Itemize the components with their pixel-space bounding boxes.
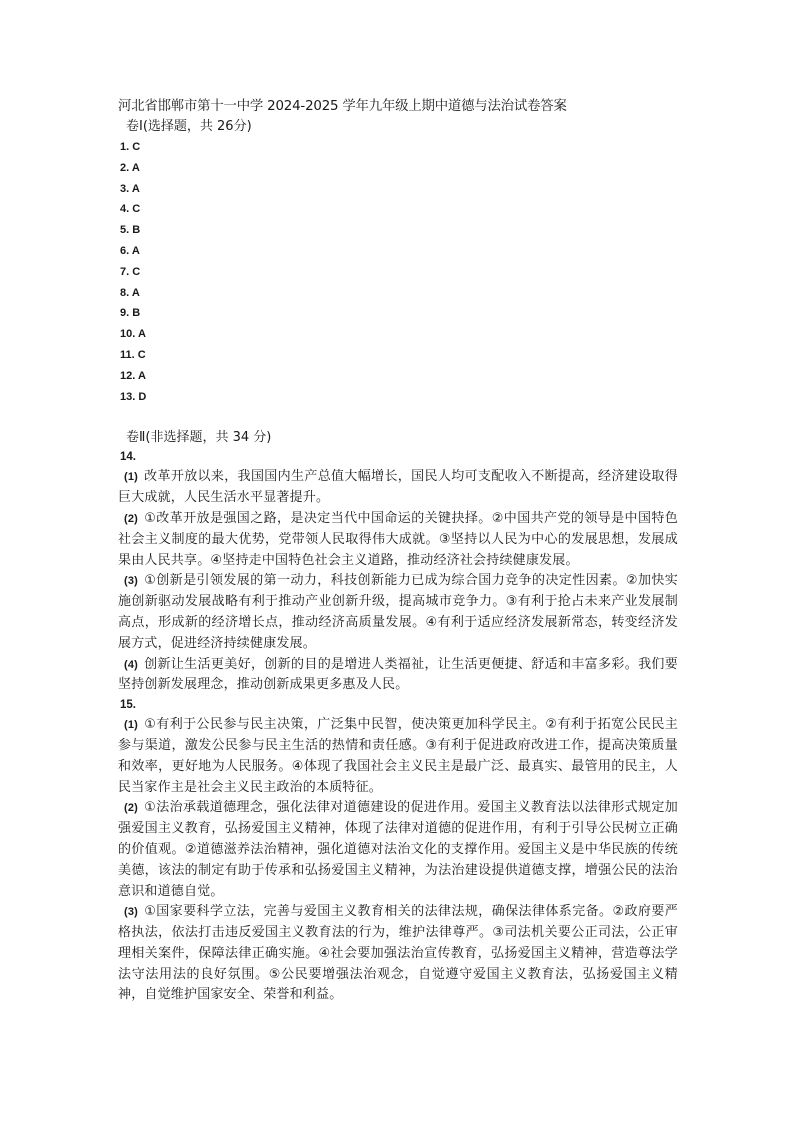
answer-text: ①改革开放是强国之路，是决定当代中国命运的关键抉择。②中国共产党的领导是中国特色社会主义制度的最大优势，党带领人民取得伟大成就。③坚持以人民为中心的发展思想，发展成果由人民共享。④坚持走中国特色社会主义道路，推动经济社会持续健康发展。: [118, 510, 678, 568]
spacer: [118, 407, 678, 428]
answer-text: 创新让生活更美好，创新的目的是增进人类福祉，让生活更便捷、舒适和丰富多彩。我们要坚持创新发展理念，推动创新成果更多惠及人民。: [118, 656, 678, 693]
choice-answer: 2. A: [120, 161, 140, 174]
choice-answer: 12. A: [120, 369, 146, 382]
answer-text: ①创新是引领发展的第一动力，科技创新能力已成为综合国力竞争的决定性因素。②加快实施创新驱动发展战略有利于推动产业创新升级，提高城市竞争力。③有利于抢占未来产业发展制高点，形成新的经济增长点，推动经济高质量发展。④有利于适应经济发展新常态，转变经济发展方式，促进经济持续健康发展。: [118, 573, 678, 651]
answer-paragraph: [118, 467, 678, 509]
sub-question-label: (3): [124, 575, 139, 588]
choice-answer: 10. A: [120, 328, 146, 341]
choice-answer: 11. C: [120, 348, 146, 361]
choice-answer: 4. C: [120, 203, 141, 216]
document-title: 河北省邯郸市第十一中学 2024-2025 学年九年级上期中道德与法治试卷答案: [118, 99, 567, 114]
answer-text: ①国家要科学立法，完善与爱国主义教育相关的法律法规，确保法律体系完备。②政府要严格执法，依法打击违反爱国主义教育法的行为，维护法律尊严。③司法机关要公正司法，公正审理相关案件，保障法律正确实施。④社会要加强法治宣传教育，弘扬爱国主义精神，营造尊法学法守法用法的良好氛围。⑤公民要增强法治观念，自觉遵守爱国主义教育法，弘扬爱国主义精神，自觉维护国家安全、荣誉和利益。: [118, 904, 678, 1003]
answer-paragraph: [118, 655, 678, 697]
question-number: 15.: [120, 699, 136, 712]
part-1-heading: 卷Ⅰ(选择题，共 26分): [126, 119, 252, 134]
question-15: [118, 696, 678, 1006]
answer-paragraph: [118, 571, 678, 654]
answer-paragraph: [118, 902, 678, 1006]
choice-answer: 5. B: [120, 224, 141, 237]
sub-question-label: (1): [124, 719, 139, 732]
choice-answer-list: [118, 137, 678, 407]
sub-question-label: (4): [124, 658, 139, 671]
sub-question-label: (1): [124, 471, 139, 484]
choice-answer: 1. C: [120, 141, 141, 153]
choice-answer: 13. D: [120, 390, 147, 403]
answer-paragraph: [118, 509, 678, 571]
answer-paragraph: [118, 798, 678, 902]
answer-text: ①有利于公民参与民主决策，广泛集中民智，使决策更加科学民主。②有利于拓宽公民民主参与渠道，激发公民参与民主生活的热情和责任感。③有利于促进政府改进工作，提高决策质量和效率，更好地为人民服务。④体现了我国社会主义民主是最广泛、最真实、最管用的民主，人民当家作主是社会主义民主政治的本质特征。: [118, 717, 678, 795]
choice-answer: 3. A: [120, 182, 140, 195]
choice-answer: 7. C: [120, 265, 141, 278]
sub-question-label: (2): [124, 512, 139, 525]
question-number: 14.: [120, 451, 136, 464]
choice-answer: 6. A: [120, 244, 140, 257]
choice-answer: 8. A: [120, 286, 140, 299]
sub-question-label: (3): [124, 906, 139, 919]
answer-paragraph: [118, 715, 678, 798]
answer-text: ①法治承载道德理念，强化法律对道德建设的促进作用。爱国主义教育法以法律形式规定加强爱国主义教育，弘扬爱国主义精神，体现了法律对道德的促进作用，有利于引导公民树立正确的价值观。②道德滋养法治精神，强化道德对法治文化的支撑作用。爱国主义是中华民族的传统美德，该法的制定有助于传承和弘扬爱国主义精神，为法治建设提供道德支撑，增强公民的法治意识和道德自觉。: [118, 800, 678, 899]
sub-question-label: (2): [124, 802, 139, 815]
question-14: [118, 448, 678, 696]
choice-answer: 9. B: [120, 307, 141, 320]
answer-text: 改革开放以来，我国国内生产总值大幅增长，国民人均可支配收入不断提高，经济建设取得巨大成就，人民生活水平显著提升。: [118, 469, 678, 506]
answer-sheet-page: [118, 97, 678, 1006]
part-2-heading: 卷Ⅱ(非选择题，共 34 分): [126, 430, 272, 446]
